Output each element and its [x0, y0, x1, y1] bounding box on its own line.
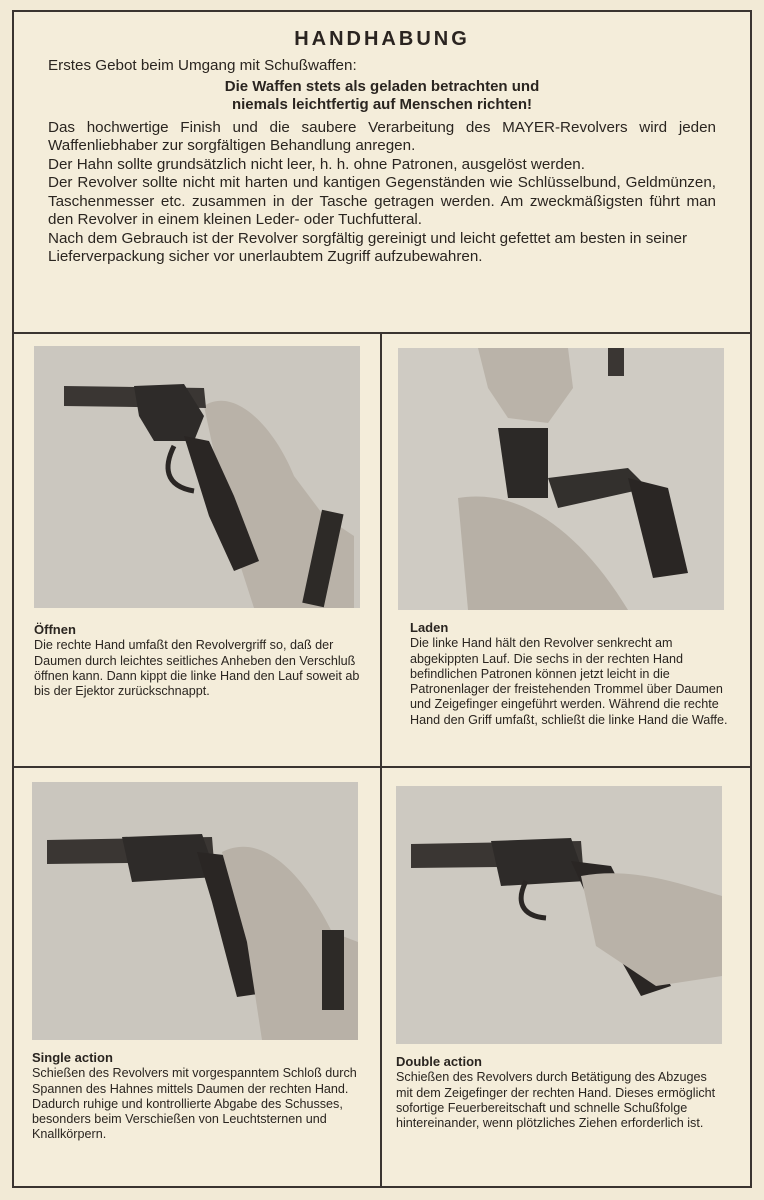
photo-single-action	[32, 782, 358, 1040]
photo-double-action	[396, 786, 722, 1044]
panel-laden	[382, 334, 752, 766]
caption-heading: Öffnen	[34, 622, 76, 637]
caption-heading: Single action	[32, 1050, 113, 1065]
panel-double-action	[382, 768, 752, 1188]
panel-oeffnen	[14, 334, 380, 766]
instruction-grid	[14, 334, 750, 1188]
intro-lead: Erstes Gebot beim Umgang mit Schußwaffen:	[48, 57, 357, 74]
intro-paragraph-storage: Nach dem Gebrauch ist der Revolver sorgfältig gereinigt und leicht gefettet am besten in seiner Lieferverpackung sicher vor unerlaubtem Zugriff aufzubewahren.	[48, 229, 688, 265]
photo-loading-revolver	[398, 348, 724, 610]
caption-single-action	[32, 1050, 362, 1143]
caption-text: Die rechte Hand umfaßt den Revolvergriff so, daß der Daumen durch leichtes seitliches Anheben den Verschluß öffnen kann. Dann kippt die linke Hand den Lauf soweit ab bis der Ejektor zurückschnappt.	[34, 638, 360, 699]
intro-paragraph-carry: Der Revolver sollte nicht mit harten und kantigen Gegenständen wie Schlüsselbund, Geldmünzen, Taschenmesser etc. zusammen in der Tasche getragen werden. Am zweckmäßigsten führt man den Revolver in einem kleinen Leder- oder Tuchfutteral.	[48, 174, 716, 228]
panel-single-action	[14, 768, 380, 1188]
page-title: HANDHABUNG	[294, 28, 470, 50]
photo-opening-revolver	[34, 346, 360, 608]
page-frame	[12, 10, 752, 1188]
caption-text: Die linke Hand hält den Revolver senkrecht am abgekippten Lauf. Die sechs in der rechten Hand befindlichen Patronen können jetzt leicht in die Patronenlager der freistehenden Trommel über Daumen und Zeigefinger eingeführt werden. Während die rechte Hand den Griff umfaßt, schließt die linke Hand die Waffe.	[410, 636, 728, 727]
safety-warning	[48, 78, 716, 114]
caption-double-action	[396, 1054, 726, 1131]
caption-heading: Double action	[396, 1054, 482, 1069]
caption-heading: Laden	[410, 620, 449, 635]
safety-warning-line-2: niemals leichtfertig auf Menschen richten!	[231, 95, 533, 113]
intro-paragraph-finish: Das hochwertige Finish und die saubere Verarbeitung des MAYER-Revolvers wird jeden Waffenliebhaber zur sorgfältigen Behandlung anregen.	[48, 118, 716, 154]
safety-warning-line-1: Die Waffen stets als geladen betrachten und	[224, 77, 540, 95]
caption-oeffnen	[34, 622, 360, 699]
intro-paragraph-hammer: Der Hahn sollte grundsätzlich nicht leer, h. h. ohne Patronen, ausgelöst werden.	[48, 155, 585, 173]
intro-section	[14, 12, 750, 334]
caption-laden	[410, 620, 732, 728]
caption-text: Schießen des Revolvers durch Betätigung des Abzuges mit dem Zeigefinger der rechten Hand. Dieses ermöglicht sofortige Feuerbereitschaft und schnelle Schußfolge hintereinander, wenn plötzliches Ziehen erforderlich ist.	[396, 1070, 716, 1131]
caption-text: Schießen des Revolvers mit vorgespanntem Schloß durch Spannen des Hahnes mittels Daumen der rechten Hand. Dadurch ruhige und kontrollierte Abgabe des Schusses, besonders beim Verschießen von Leuchtsternen und Knallkörpern.	[32, 1066, 357, 1142]
